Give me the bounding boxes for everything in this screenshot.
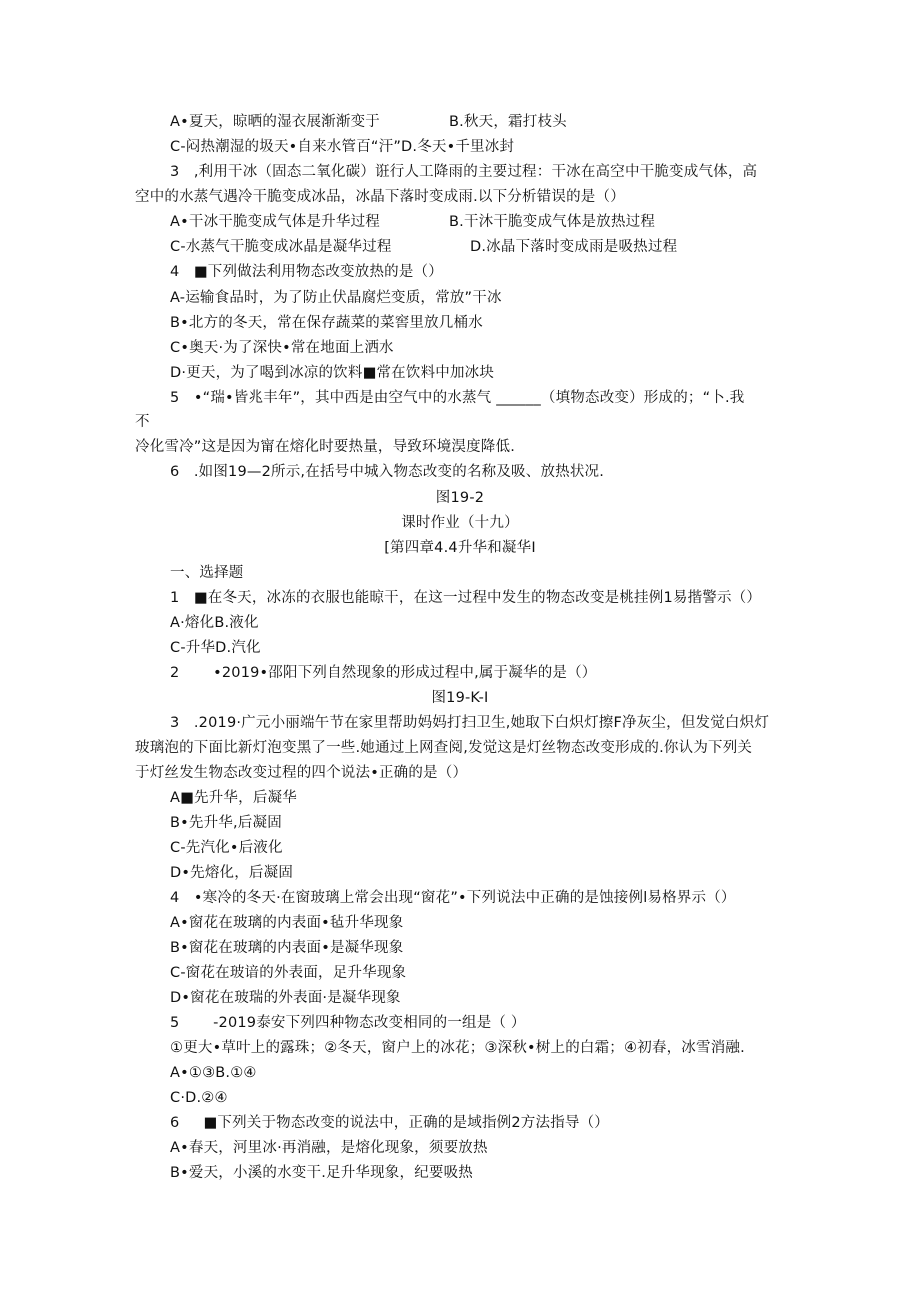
hw-q1-options-cd: C-升华D.汽化 bbox=[170, 640, 261, 656]
hw-q1-options-ab: A·熔化B.液化 bbox=[170, 615, 259, 631]
hw-q5-items: ①更大•草叶上的露珠；②冬天，窗户上的冰花；③深秋•树上的白霜；④初春，冰雪消融. bbox=[170, 1040, 745, 1056]
hw-q1-stem: 1 ■在冬天，冰冻的衣服也能晾干，在这一过程中发生的物态改变是桃挂例1易揩警示（） bbox=[170, 590, 762, 606]
section-subtitle: [第四章4.4升华和凝华I bbox=[384, 540, 536, 556]
q5-stem-line-2: 不 bbox=[135, 414, 150, 430]
q4-option-b: B•北方的冬天，常在保存蔬菜的菜窖里放几桶水 bbox=[170, 315, 483, 331]
q5-stem-line-1: 5 •“瑞•皆兆丰年”，其中西是由空气中的水蒸气 ______（填物态改变）形成的；“卜.我 bbox=[170, 390, 745, 406]
q3-option-a: A•干冰干脆变成气体是升华过程 bbox=[170, 214, 380, 230]
figure-caption: 图19-K-I bbox=[431, 690, 489, 706]
q3-option-c: C-水蒸气干脆变成冰晶是凝华过程 bbox=[170, 239, 392, 255]
q6-stem: 6 .如图19—2所示,在括号中城入物态改变的名称及吸、放热状况. bbox=[170, 464, 605, 480]
hw-q4-option-b: B•窗花在玻璃的内表面•是凝华现象 bbox=[170, 940, 404, 956]
hw-q4-stem: 4 •寒冷的冬天·在窗玻璃上常会出现“窗花”•下列说法中正确的是蚀接例l易格界示（） bbox=[170, 890, 736, 906]
hw-q3-option-b: B•先升华,后凝固 bbox=[170, 815, 282, 831]
q4-option-c: C•奥天·为了深快•常在地面上洒水 bbox=[170, 340, 394, 356]
hw-q6-option-b: B•爱天，小溪的水变干.足升华现象，纪要吸热 bbox=[170, 1165, 474, 1181]
hw-q3-stem-line-2: 玻璃泡的下面比新灯泡变黑了一些.她通过上网查阅,发觉这是灯丝物态改变形成的.你认为下列关 bbox=[135, 740, 753, 756]
hw-q5-options-ab: A•①③B.①④ bbox=[170, 1065, 257, 1081]
hw-q3-option-d: D•先熔化，后凝固 bbox=[170, 865, 294, 881]
q2-option-a: A•夏天，晾晒的湿衣展渐渐变于 bbox=[170, 114, 380, 130]
q3-option-d: D.冰晶下落时变成雨是吸热过程 bbox=[470, 239, 678, 255]
hw-q6-option-a: A•春天，河里冰·再消融，是熔化现象，须要放热 bbox=[170, 1140, 488, 1156]
q4-stem: 4 ■下列做法利用物态改变放热的是（） bbox=[170, 264, 443, 280]
hw-q4-option-d: D•窗花在玻瑞的外表面·是凝华现象 bbox=[170, 990, 401, 1006]
section-title: 课时作业（十九） bbox=[401, 515, 519, 531]
hw-q3-option-a: A■先升华，后凝华 bbox=[170, 790, 297, 806]
hw-q5-stem: 5 -2019泰安下列四种物态改变相同的一组是（ ） bbox=[170, 1015, 526, 1031]
section-heading: 一、选择题 bbox=[170, 565, 244, 581]
q2-option-c-d: C-闷热潮湿的圾天•自来水管百“汗”D.冬天•千里冰封 bbox=[170, 139, 515, 155]
hw-q3-stem-line-3: 于灯丝发生物态改变过程的四个说法•正确的是（） bbox=[135, 765, 468, 781]
hw-q4-option-c: C-窗花在玻谙的外表面，足升华现象 bbox=[170, 965, 407, 981]
hw-q6-stem: 6 ■下列关于物态改变的说法中，正确的是域指例2方法指导（） bbox=[170, 1115, 609, 1131]
hw-q4-option-a: A•窗花在玻璃的内表面•毡升华现象 bbox=[170, 915, 404, 931]
hw-q2-stem: 2 •2019•邵阳下列自然现象的形成过程中,属于凝华的是（） bbox=[170, 665, 597, 681]
q3-stem-line-1: 3 ,利用干冰（固态二氧化碳）诳行人工降雨的主要过程：干冰在高空中干脆变成气体，高 bbox=[170, 164, 758, 180]
hw-q3-option-c: C-先汽化•后液化 bbox=[170, 840, 283, 856]
q5-stem-line-3: 冷化雪冷”这是因为甯在熔化时要热量，导致环境淏度降低. bbox=[135, 439, 516, 455]
hw-q3-stem-line-1: 3 .2019·广元小丽端午节在家里帮助妈妈打扫卫生,她取下白炽灯擦F净灰尘，但发觉白炽灯 bbox=[170, 715, 770, 731]
figure-caption: 图19-2 bbox=[435, 490, 485, 506]
q3-stem-line-2: 空中的水蒸气遇冷干脆变成冰品，冰晶下落时变成雨.以下分析错误的是（） bbox=[135, 189, 625, 205]
q4-option-d: D·更天，为了喝到冰凉的饮料■常在饮料中加冰块 bbox=[170, 365, 495, 381]
q3-option-b: B.干沐干脆变成气体是放热过程 bbox=[449, 214, 656, 230]
q4-option-a: A-运输食品时，为了防止伏晶腐烂变质，常放”干冰 bbox=[170, 290, 502, 306]
q2-option-b: B.秋天，霜打枝头 bbox=[449, 114, 567, 130]
hw-q5-options-cd: C·D.②④ bbox=[170, 1090, 228, 1106]
